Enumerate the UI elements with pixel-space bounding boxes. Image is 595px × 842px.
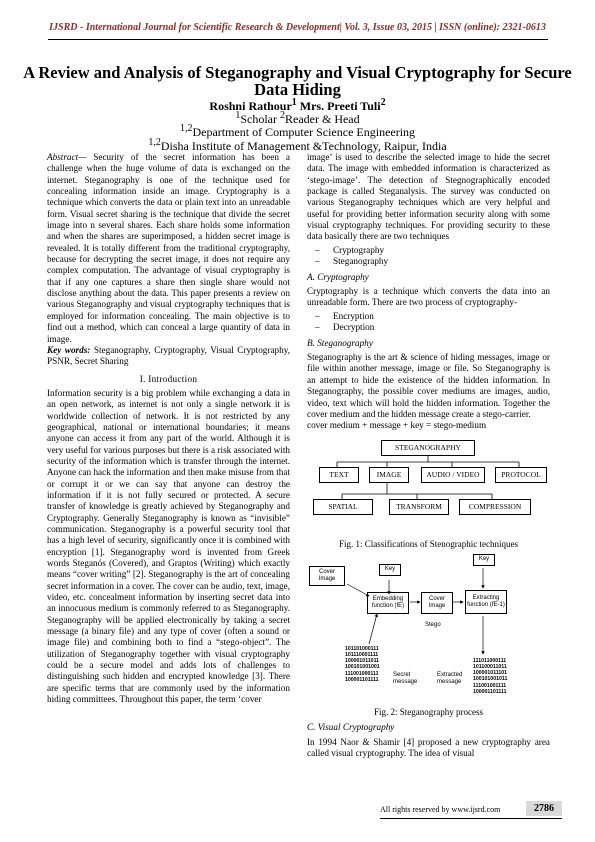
introduction-paragraph: Information security is a big problem while exchanging a data in an open network, as internet is not only a single network it is worldwide collection of network. It is not restricted by any geographical, national or international boundaries; it means anyone can access it from any part of the world. Although it is very useful for various purposes but there is a risk associated with security of the information which is transfer through the internet. Anyone can hack the information and then make misuse from that or corrupt it or we can say that anyone can destroy the information if it is not fully secured or protected. A secure transfer of knowledge is greatly achieved by Steganography and Cryptography. Generally Steganography is known as “invisible” communication. Steganography is a powerful security tool that has a high level of security, significantly once it is combined with encryption [1]. Steganography word is invented from Greek words Steganós (Covered), and Graptos (Writing) which exactly means “cover writing” [2]. Steganography is the art of concealing secret information in a cover. The cover can be audio, text, image, video, etc. concealment information by inserting secret data into an innocuous medium is commonly referred to as Steganography. Steganography will be applied electronically by taking a secret message (a binary file) and any type of cover (often a sound or image file) and combining both to find a “stego-object”. The utilization of Steganography together with visual cryptography could be a secure model and adds lots of challenges to distinguishing such hidden and encrypted knowledge [3]. There are specific terms that are commonly used by the information hiding committees. Throughout this paper, the term ‘cover [47, 387, 290, 705]
subsection-visual-cryptography: C. Visual Cryptography [307, 722, 395, 733]
bit-row: 100101001011 [473, 676, 508, 683]
paragraph-cover-image: image’ is used to describe the selected image to hide the secret data. The image with embedded information is characterized as ‘stego-image’. The detection of Stegnographically encoded package is called Steganalysis. The survey was conducted on various Steganography techniques which are very helpful and useful for providing better information security along with some visual cryptography techniques. For providing security to these data basically there are two techniques [307, 152, 550, 242]
fig2-cover-image-box: Cover Image [309, 566, 345, 586]
bit-row: 111001000111 [345, 670, 379, 677]
abstract-text: Security of the secret information has been a challenge when the huge volume of data is exchanged on the internet. Steganography is one of the technique used for concealing information inside an image. Cryptography is a technique which converts the data or plain text into an unreadable form. Visual secret sharing is the technique that divide the secret image into n several shares. Each share holds some information and when the shares are superimposed, a hidden secret image is revealed. It is totally different from the traditional cryptography, because for decrypting the secret image, it does not require any complex computation. The advantage of visual cryptography is that if any one captures a share then single share would not disclose anything about the data. This paper presents a review on various Steganography and visual cryptography techniques that is employed for information concealing. The main objective is to find out a method, which can conceal a large quantity of data in image. [47, 152, 290, 344]
affiliation-1-sup: 1,2 [179, 123, 193, 134]
bit-row: 100001101111 [345, 676, 379, 683]
fig2-embedding-box: Embedding function (fE) [367, 592, 409, 614]
paragraph-steganography: Steganography is the art & science of hiding messages, image or file within another message, image or file. So Steganography is an attempt to hide the existence of the hidden information. In Steganography, the possible cover mediums are images, audio, video, text which will hold the hidden information. Together the cover medium and the hidden message create a stego-carrier. [307, 352, 550, 419]
affiliation-2-sup: 1,2 [148, 137, 161, 148]
role-2-sup: 2 [280, 110, 285, 121]
subsection-steganography: B. Steganography [307, 337, 373, 348]
list-item: – Steganography [315, 256, 550, 268]
figure-1-caption: Fig. 1: Classifications of Stenographic techniques [339, 538, 518, 549]
role-2: Reader & Head [285, 112, 360, 126]
bit-row: 101100011011 [473, 664, 507, 671]
section-heading-introduction: I. Introduction [139, 373, 198, 384]
affiliation-1-text: Department of Computer Science Engineering [192, 125, 416, 139]
page-number: 2786 [526, 801, 562, 816]
fig1-box-compression: COMPRESSION [459, 499, 531, 515]
cryptography-process-list [307, 311, 550, 334]
bit-row: 101110001111 [345, 652, 379, 659]
list-item: – Decryption [315, 322, 550, 334]
paragraph-visual-cryptography: In 1994 Naor & Shamir [4] proposed a new cryptography area called visual cryptography. The idea of visual [307, 736, 550, 758]
paragraph-cryptography: Cryptography is a technique which converts the data into an unreadable form. There are two process of cryptography- [307, 286, 550, 308]
role-1-sup: 1 [235, 110, 241, 121]
bit-row: 111001001111 [473, 682, 507, 689]
figure-2-diagram [307, 554, 550, 704]
figure-2-caption: Fig. 2: Steganography process [374, 706, 483, 717]
footer-rule [380, 818, 562, 819]
fig2-extracted-label: Extracted message [437, 671, 463, 685]
affiliation-2-text: Disha Institute of Management &Technology, Raipur, India [160, 139, 447, 153]
bit-row: 101101000111 [345, 645, 379, 652]
author-1: Roshni Rathour [209, 99, 292, 113]
fig2-cover-image-box-2: Cover Image [421, 592, 453, 614]
list-item: – Cryptography [315, 245, 550, 257]
author-2-sup: 2 [380, 97, 386, 108]
bit-row: 100001101111 [473, 688, 507, 695]
author-2: Mrs. Preeti Tuli [299, 99, 381, 113]
abstract [47, 152, 290, 345]
fig2-stego-label: Stego [425, 621, 441, 628]
bit-row: 100001011101 [473, 670, 508, 677]
bit-row: 100101001001 [345, 664, 380, 671]
fig2-secret-label: Secret message [393, 671, 418, 685]
fig1-box-transform: TRANSFORM [389, 499, 449, 515]
paper-title: A Review and Analysis of Steganography and Visual Cryptography for Secure Data Hiding [23, 63, 572, 99]
fig2-key-box-1: Key [379, 564, 401, 576]
header-rule [48, 39, 548, 40]
fig1-box-spatial: SPATIAL [313, 499, 373, 515]
figure-1-diagram [307, 438, 550, 536]
journal-header: IJSRD - International Journal for Scientific Research & Development| Vol. 3, Issue 03, 2015 | ISSN (online): 2321-0613 [49, 22, 546, 33]
keywords [47, 345, 290, 368]
subsection-cryptography: A. Cryptography [307, 271, 369, 282]
right-column [307, 152, 550, 759]
keywords-label: Key words: [47, 344, 91, 355]
bit-row: 111011000111 [473, 657, 507, 664]
fig2-extracting-box: Extracting function (fE-1) [465, 590, 507, 614]
fig2-bits-left [345, 646, 380, 683]
fig2-key-box-2: Key [473, 554, 495, 566]
techniques-list [307, 245, 550, 268]
role-1: Scholar [240, 112, 280, 126]
fig2-bits-right [473, 658, 507, 695]
list-item: – Encryption [315, 311, 550, 323]
fig1-box-protocol: PROTOCOL [495, 467, 547, 483]
footer-rights: All rights reserved by www.ijsrd.com [380, 805, 501, 814]
fig1-box-text: TEXT [319, 467, 359, 483]
keywords-text: Steganography, Cryptography, Visual Cryptography, PSNR, Secret Sharing [47, 344, 291, 367]
bit-row: 100001011011 [345, 658, 380, 665]
left-column [47, 152, 290, 706]
fig1-root-box: STEGANOGRAPHY [381, 440, 475, 456]
abstract-label: Abstract— [47, 152, 87, 162]
fig1-box-image: IMAGE [369, 467, 409, 483]
author-1-sup: 1 [291, 97, 297, 108]
formula: cover medium + message + key = stego-medium [307, 420, 487, 431]
fig1-box-audio-video: AUDIO / VIDEO [421, 467, 485, 483]
